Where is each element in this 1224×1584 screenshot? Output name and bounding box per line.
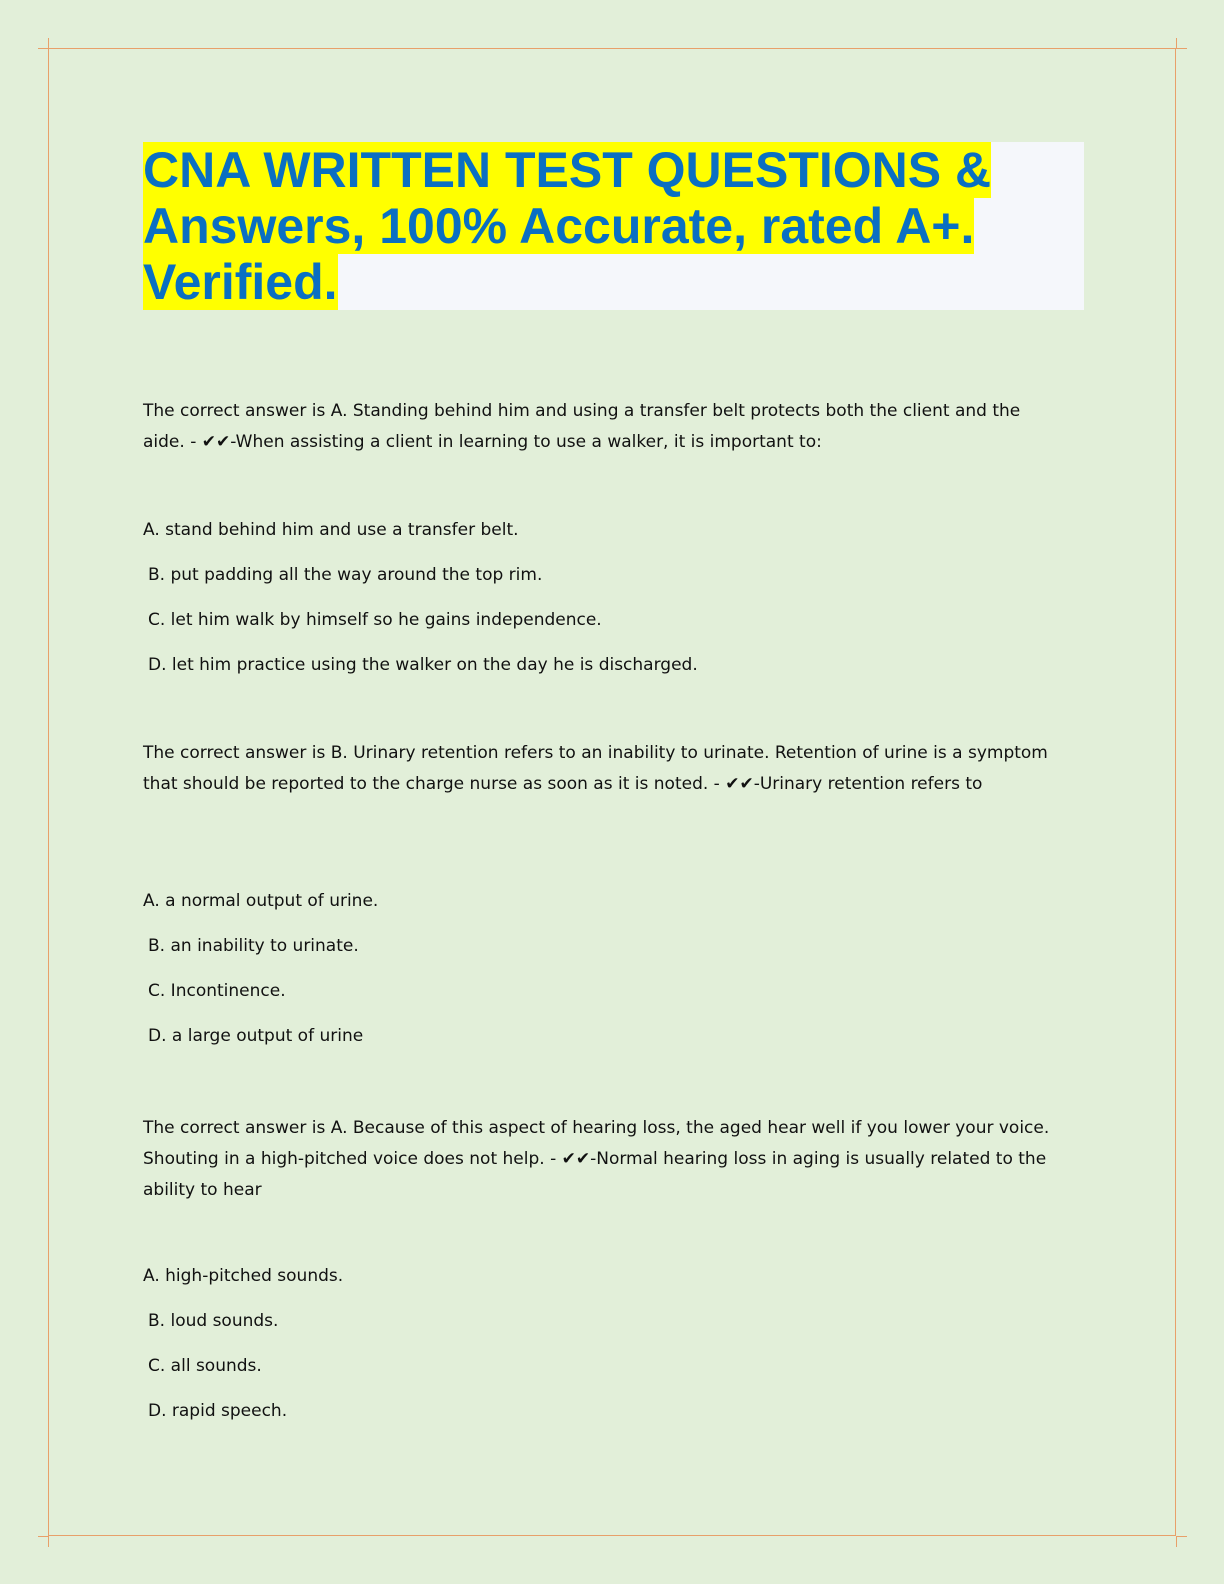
option-a: A. high-pitched sounds.	[143, 1266, 344, 1286]
question-1-stem: The correct answer is A. Standing behind him and using a transfer belt protects both the client and the aide. - ✔✔-When assisting a client in learning to use a walker, it is important to:	[143, 401, 1021, 452]
question-2	[143, 738, 1063, 1046]
question-3-stem: The correct answer is A. Because of this aspect of hearing loss, the aged hear well if you lower your voice. Shouting in a high-pitched voice does not help. - ✔✔-Normal hearing loss in aging is usually related to the ability to hear	[143, 1118, 1050, 1200]
document-title-text: CNA WRITTEN TEST QUESTIONS & Answers, 100% Accurate, rated A+. Verified.	[143, 142, 992, 310]
title-block	[143, 142, 1084, 310]
question-2-stem: The correct answer is B. Urinary retention refers to an inability to urinate. Retention of urine is a symptom that should be reported to the charge nurse as soon as it is noted. - ✔✔-Urinary retention refers to	[143, 743, 1048, 794]
question-2-options	[143, 879, 378, 1059]
option-c: C. all sounds.	[148, 1356, 262, 1376]
question-1	[143, 396, 1063, 675]
option-b: B. put padding all the way around the top rim.	[148, 565, 543, 585]
option-d: D. let him practice using the walker on the day he is discharged.	[148, 655, 698, 675]
document-title	[143, 142, 1084, 310]
corner-mark-top-right	[1176, 38, 1187, 49]
option-d: D. a large output of urine	[148, 1026, 364, 1046]
question-1-options	[143, 508, 698, 688]
question-3-options	[143, 1254, 343, 1434]
option-a: A. stand behind him and use a transfer belt.	[143, 520, 519, 540]
option-c: C. let him walk by himself so he gains independence.	[148, 610, 602, 630]
corner-mark-bottom-right	[1176, 1536, 1187, 1547]
corner-mark-top-left	[38, 38, 49, 49]
option-c: C. Incontinence.	[148, 981, 286, 1001]
option-a: A. a normal output of urine.	[143, 891, 379, 911]
option-b: B. an inability to urinate.	[148, 936, 359, 956]
question-3	[143, 1113, 1063, 1421]
option-d: D. rapid speech.	[148, 1401, 288, 1421]
option-b: B. loud sounds.	[148, 1311, 279, 1331]
corner-mark-bottom-left	[38, 1536, 49, 1547]
